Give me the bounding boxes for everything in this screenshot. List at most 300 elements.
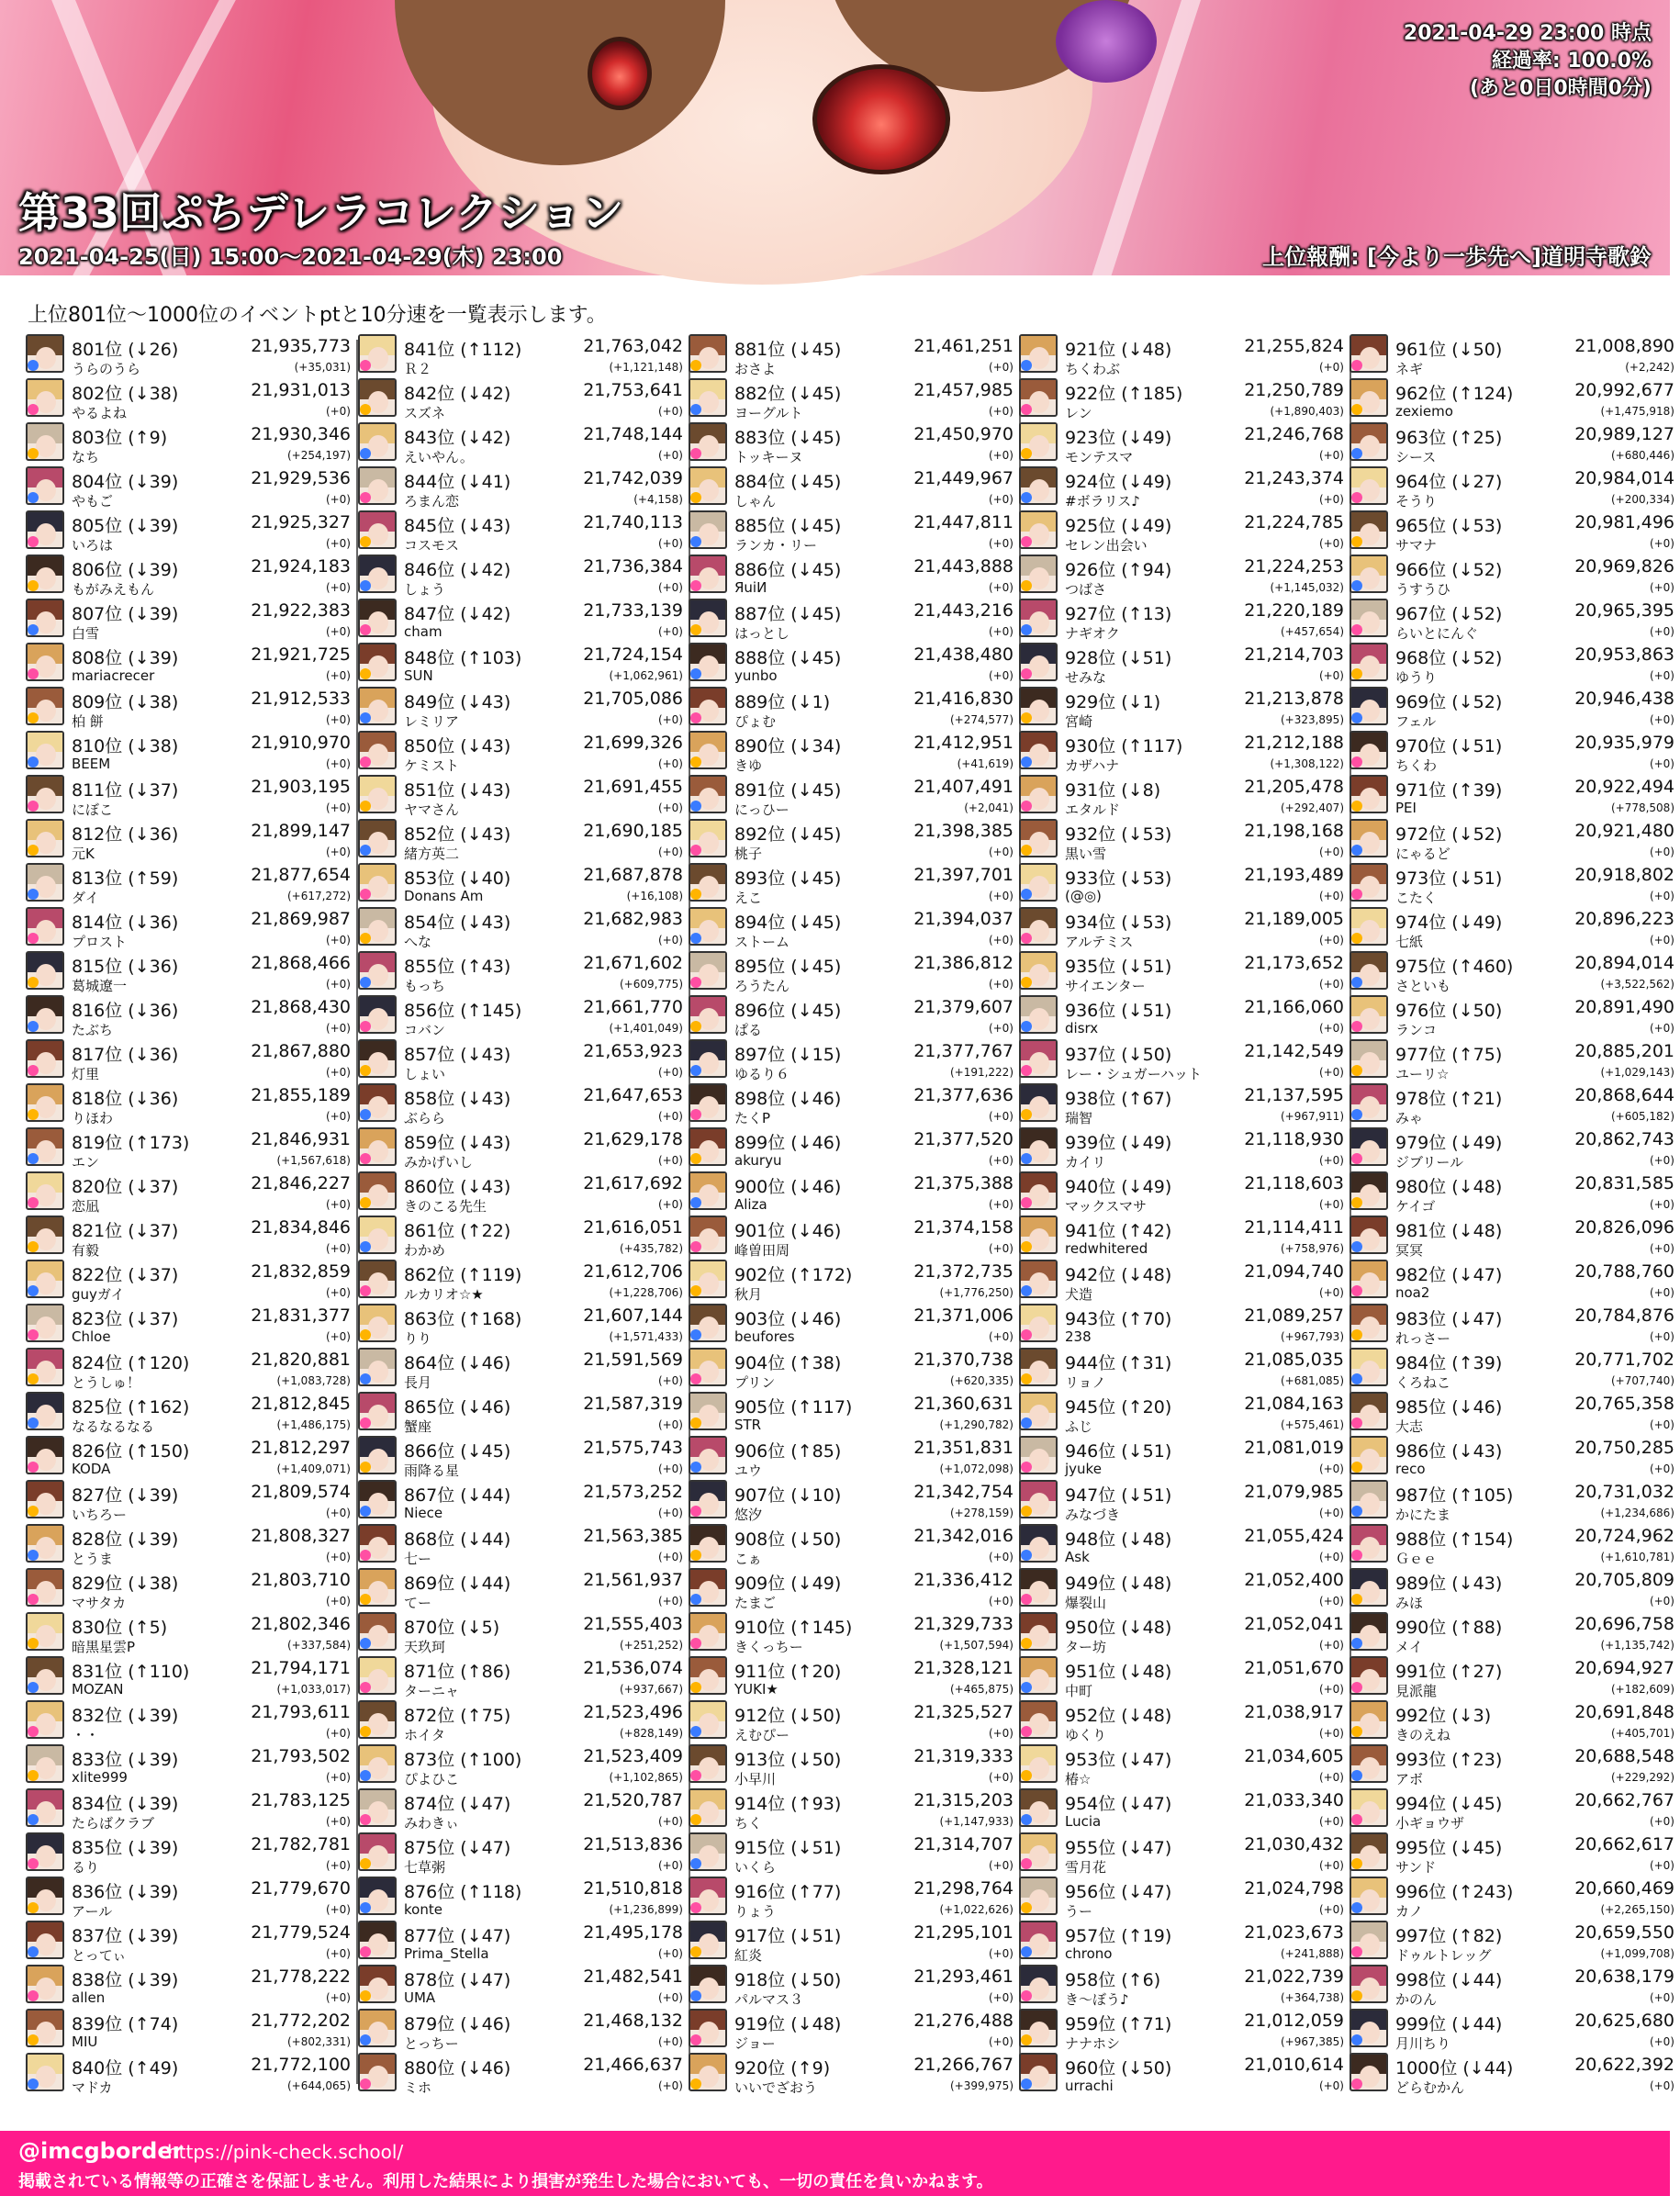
rank-label: 862位 (↑119) (404, 1265, 522, 1285)
event-points: 21,412,951 (913, 733, 1014, 753)
producer-avatar (358, 1612, 397, 1651)
table-row (1019, 2007, 1350, 2051)
producer-name: もがみえもん (72, 581, 155, 598)
event-points: 20,918,802 (1574, 865, 1674, 885)
producer-avatar (1350, 1039, 1388, 1078)
producer-avatar (358, 2053, 397, 2091)
producer-name: りほわ (72, 1110, 114, 1126)
producer-avatar (26, 951, 64, 990)
event-points: 21,325,527 (913, 1702, 1014, 1722)
event-points: 21,377,767 (913, 1041, 1014, 1061)
producer-avatar (1350, 775, 1388, 813)
producer-name: とってぃ (72, 1947, 127, 1964)
table-row (689, 1214, 1019, 1258)
rank-label: 976位 (↓50) (1395, 1001, 1503, 1021)
rank-label: 873位 (↑100) (404, 1750, 522, 1770)
rank-label: 896位 (↓45) (734, 1001, 842, 1021)
table-row (1350, 509, 1680, 553)
ten-minute-speed: (+0) (1318, 1286, 1344, 1299)
producer-avatar (26, 599, 64, 637)
producer-name: 冥冥 (1395, 1242, 1424, 1259)
rank-label: 998位 (↓44) (1395, 1970, 1503, 1990)
producer-avatar (26, 1171, 64, 1210)
table-row (1350, 1037, 1680, 1081)
producer-name: UMA (404, 1989, 436, 2006)
rank-label: 884位 (↓45) (734, 472, 842, 492)
producer-avatar (358, 1656, 397, 1695)
ten-minute-speed: (+278,159) (949, 1507, 1014, 1519)
table-row (1019, 1258, 1350, 1302)
event-points: 21,877,654 (251, 865, 351, 885)
producer-name: Chloe (72, 1328, 111, 1345)
producer-avatar (1019, 1348, 1058, 1386)
rank-label: 926位 (↑94) (1065, 560, 1172, 580)
producer-avatar (1350, 334, 1388, 373)
rank-label: 942位 (↓48) (1065, 1265, 1172, 1285)
producer-avatar (1350, 1612, 1388, 1651)
producer-name: ヤマさん (404, 801, 460, 818)
table-row (26, 641, 356, 685)
table-row (1019, 1170, 1350, 1214)
event-points: 21,051,670 (1244, 1658, 1344, 1678)
producer-name: ランカ・リー (734, 537, 818, 554)
table-row (689, 773, 1019, 817)
rank-label: 842位 (↓42) (404, 384, 511, 404)
producer-avatar (358, 1744, 397, 1783)
producer-name: guyガイ (72, 1286, 125, 1303)
producer-name: やるよね (72, 405, 128, 421)
table-row (1350, 1831, 1680, 1875)
rank-label: 876位 (↑118) (404, 1882, 522, 1902)
producer-name: かのん (1395, 1991, 1438, 2008)
producer-name: ミホ (404, 2079, 432, 2096)
event-points: 21,438,480 (913, 644, 1014, 665)
table-row (26, 1610, 356, 1654)
table-row (1350, 1787, 1680, 1831)
producer-name: セレン出会い (1065, 537, 1148, 554)
ten-minute-speed: (+0) (988, 405, 1014, 418)
event-points: 21,779,670 (251, 1878, 351, 1899)
rank-label: 839位 (↑74) (72, 2014, 179, 2034)
event-points: 21,198,168 (1244, 821, 1344, 841)
rank-label: 974位 (↓49) (1395, 913, 1503, 933)
producer-avatar (1019, 731, 1058, 769)
rank-label: 868位 (↓44) (404, 1529, 511, 1550)
table-row (1350, 1610, 1680, 1654)
producer-avatar (358, 819, 397, 857)
ten-minute-speed: (+1,567,618) (276, 1154, 351, 1167)
producer-avatar (1350, 1921, 1388, 1959)
producer-name: わかめ (404, 1242, 446, 1259)
ten-minute-speed: (+0) (325, 405, 351, 418)
ten-minute-speed: (+0) (1318, 669, 1344, 682)
ten-minute-speed: (+0) (657, 625, 683, 638)
producer-avatar (1350, 1656, 1388, 1695)
table-row (358, 1346, 689, 1390)
producer-avatar (358, 466, 397, 505)
table-row (26, 861, 356, 905)
event-points: 21,899,147 (251, 821, 351, 841)
producer-name: フェル (1395, 713, 1437, 730)
event-points: 21,653,923 (583, 1041, 683, 1061)
table-row (358, 1875, 689, 1919)
event-points: 20,659,550 (1574, 1922, 1674, 1943)
rank-label: 952位 (↓48) (1065, 1706, 1172, 1726)
producer-name: beufores (734, 1328, 795, 1345)
table-row (358, 553, 689, 597)
producer-avatar (26, 1524, 64, 1563)
producer-name: せみな (1065, 669, 1107, 686)
producer-avatar (1019, 1568, 1058, 1607)
table-row (26, 1698, 356, 1742)
rank-label: 888位 (↓45) (734, 648, 842, 668)
event-points: 21,793,502 (251, 1746, 351, 1766)
producer-name: おさよ (734, 361, 777, 377)
table-row (26, 597, 356, 641)
event-points: 21,008,890 (1574, 336, 1674, 356)
producer-avatar (689, 951, 727, 990)
rank-label: 900位 (↓46) (734, 1177, 842, 1197)
ten-minute-speed: (+0) (325, 1947, 351, 1960)
table-row (689, 1258, 1019, 1302)
ten-minute-speed: (+605,182) (1610, 1110, 1674, 1123)
ten-minute-speed: (+575,461) (1280, 1418, 1344, 1431)
producer-name: にっひー (734, 801, 790, 818)
rank-label: 960位 (↓50) (1065, 2058, 1172, 2078)
event-points: 21,935,773 (251, 336, 351, 356)
producer-avatar (689, 775, 727, 813)
rank-label: 939位 (↓49) (1065, 1133, 1172, 1153)
ten-minute-speed: (+0) (988, 1771, 1014, 1784)
table-row (26, 1126, 356, 1170)
ten-minute-speed: (+828,149) (619, 1727, 683, 1740)
event-points: 21,536,074 (583, 1658, 683, 1678)
producer-avatar (1019, 1392, 1058, 1430)
rank-label: 838位 (↓39) (72, 1970, 179, 1990)
producer-avatar (689, 1216, 727, 1254)
intro-text: 上位801位〜1000位のイベントptと10分速を一覧表示します。 (28, 304, 607, 327)
event-points: 21,616,051 (583, 1217, 683, 1238)
producer-avatar (1350, 1392, 1388, 1430)
ten-minute-speed: (+0) (325, 537, 351, 550)
event-points: 21,224,785 (1244, 512, 1344, 532)
rank-label: 904位 (↑38) (734, 1353, 842, 1373)
producer-name: konte (404, 1901, 442, 1918)
event-points: 21,137,595 (1244, 1085, 1344, 1105)
ten-minute-speed: (+0) (657, 1462, 683, 1475)
ten-minute-speed: (+0) (657, 1947, 683, 1960)
producer-name: KODA (72, 1461, 111, 1477)
event-points: 20,831,585 (1574, 1173, 1674, 1193)
rank-label: 881位 (↓45) (734, 340, 842, 360)
event-points: 21,375,388 (913, 1173, 1014, 1193)
producer-name: Donans Am (404, 888, 484, 904)
table-row (26, 1037, 356, 1081)
table-row (1019, 993, 1350, 1037)
site-url-link[interactable]: https://pink-check.school/ (167, 2141, 404, 2163)
event-points: 20,981,496 (1574, 512, 1674, 532)
producer-name: いちろー (72, 1507, 128, 1523)
producer-avatar (358, 1127, 397, 1166)
producer-avatar (358, 1260, 397, 1298)
producer-name: ジブリール (1395, 1154, 1464, 1171)
producer-avatar (1350, 510, 1388, 549)
event-points: 21,930,346 (251, 424, 351, 444)
ten-minute-speed: (+1,401,049) (609, 1022, 683, 1035)
ten-minute-speed: (+0) (657, 1154, 683, 1167)
producer-name: Lucia (1065, 1813, 1102, 1830)
rank-label: 905位 (↑117) (734, 1397, 853, 1417)
producer-avatar (1019, 1700, 1058, 1739)
event-points: 21,220,189 (1244, 600, 1344, 621)
producer-name: noa2 (1395, 1284, 1430, 1301)
table-row (689, 1963, 1019, 2007)
event-points: 20,989,127 (1574, 424, 1674, 444)
producer-avatar (26, 1612, 64, 1651)
ten-minute-speed: (+1,147,933) (939, 1815, 1014, 1828)
producer-avatar (358, 1921, 397, 1959)
table-row (358, 685, 689, 729)
ten-minute-speed: (+0) (988, 581, 1014, 594)
twitter-handle-link[interactable]: @imcgborder (18, 2138, 184, 2164)
table-row (358, 905, 689, 949)
producer-avatar (689, 1171, 727, 1210)
producer-name: ドゥルトレッグ (1395, 1947, 1492, 1964)
event-points: 21,772,202 (251, 2011, 351, 2031)
event-points: 21,255,824 (1244, 336, 1344, 356)
ten-minute-speed: (+0) (988, 1595, 1014, 1608)
producer-name: Ｒ２ (404, 361, 432, 377)
ten-minute-speed: (+435,782) (619, 1242, 683, 1255)
table-row (358, 817, 689, 861)
producer-avatar (358, 1039, 397, 1078)
producer-name: エン (72, 1154, 100, 1171)
ten-minute-speed: (+0) (988, 1242, 1014, 1255)
producer-name: きくっちー (734, 1639, 803, 1655)
event-points: 21,748,144 (583, 424, 683, 444)
producer-name: こぁ (734, 1551, 762, 1567)
producer-name: 小ギョウザ (1395, 1815, 1465, 1832)
event-points: 21,010,614 (1244, 2055, 1344, 2075)
producer-avatar (26, 2009, 64, 2047)
producer-avatar (26, 1260, 64, 1298)
table-row (1350, 1522, 1680, 1566)
event-points: 20,922,494 (1574, 777, 1674, 797)
ten-minute-speed: (+0) (988, 537, 1014, 550)
ten-minute-speed: (+758,976) (1280, 1242, 1344, 1255)
producer-name: てー (404, 1595, 432, 1611)
rank-label: 828位 (↓39) (72, 1529, 179, 1550)
rank-label: 953位 (↓47) (1065, 1750, 1172, 1770)
table-row (1350, 1742, 1680, 1787)
producer-name: #ボラリス♪ (1065, 493, 1140, 510)
table-row (1350, 1346, 1680, 1390)
rank-label: 825位 (↑162) (72, 1397, 190, 1417)
event-points: 21,033,340 (1244, 1790, 1344, 1810)
producer-avatar (358, 1524, 397, 1563)
ten-minute-speed: (+0) (1649, 1462, 1674, 1475)
table-row (689, 685, 1019, 729)
rank-label: 965位 (↓53) (1395, 516, 1503, 536)
ten-minute-speed: (+0) (988, 1727, 1014, 1740)
rank-label: 966位 (↓52) (1395, 560, 1503, 580)
ten-minute-speed: (+0) (1649, 1154, 1674, 1167)
ten-minute-speed: (+0) (988, 1330, 1014, 1343)
producer-avatar (1350, 951, 1388, 990)
table-row (1019, 1346, 1350, 1390)
ten-minute-speed: (+0) (988, 2035, 1014, 2048)
ten-minute-speed: (+191,222) (949, 1066, 1014, 1079)
producer-name: 宮崎 (1065, 713, 1093, 730)
table-row (1019, 1610, 1350, 1654)
event-points: 21,779,524 (251, 1922, 351, 1943)
rank-label: 847位 (↓42) (404, 604, 511, 624)
ten-minute-speed: (+0) (1318, 1639, 1344, 1652)
ten-minute-speed: (+0) (325, 713, 351, 726)
rank-label: 869位 (↓44) (404, 1574, 511, 1594)
producer-name: もっち (404, 978, 446, 994)
producer-avatar (358, 775, 397, 813)
ten-minute-speed: (+0) (1318, 1859, 1344, 1872)
table-row (689, 1875, 1019, 1919)
producer-name: シース (1395, 449, 1437, 465)
event-points: 21,724,154 (583, 644, 683, 665)
rank-label: 893位 (↓45) (734, 868, 842, 889)
ten-minute-speed: (+1,236,899) (609, 1903, 683, 1916)
event-points: 21,055,424 (1244, 1526, 1344, 1546)
event-points: 20,660,469 (1574, 1878, 1674, 1899)
producer-name: MOZAN (72, 1681, 124, 1697)
producer-avatar (26, 775, 64, 813)
table-row (689, 597, 1019, 641)
producer-name: zexiemo (1395, 403, 1453, 420)
ten-minute-speed: (+0) (325, 978, 351, 991)
rank-label: 845位 (↓43) (404, 516, 511, 536)
event-points: 21,495,178 (583, 1922, 683, 1943)
producer-avatar (1019, 1965, 1058, 2003)
producer-name: 峰曽田周 (734, 1242, 790, 1259)
rank-label: 951位 (↓48) (1065, 1662, 1172, 1682)
table-row (358, 420, 689, 465)
rank-label: 948位 (↓48) (1065, 1529, 1172, 1550)
rank-label: 889位 (↓1) (734, 692, 831, 712)
table-row (689, 1478, 1019, 1522)
ten-minute-speed: (+1,033,017) (276, 1683, 351, 1696)
event-points: 21,314,707 (913, 1834, 1014, 1854)
event-points: 21,022,739 (1244, 1966, 1344, 1987)
table-row (358, 1831, 689, 1875)
ten-minute-speed: (+0) (988, 1154, 1014, 1167)
rank-label: 824位 (↑120) (72, 1353, 190, 1373)
table-row (1350, 1126, 1680, 1170)
ten-minute-speed: (+0) (325, 757, 351, 770)
table-row (689, 1787, 1019, 1831)
producer-name: redwhitered (1065, 1240, 1148, 1257)
producer-name: ルカリオ☆★ (404, 1286, 484, 1303)
table-row (689, 1522, 1019, 1566)
event-points: 21,803,710 (251, 1570, 351, 1590)
ten-minute-speed: (+2,041) (964, 801, 1014, 814)
table-row (26, 2007, 356, 2051)
ten-minute-speed: (+0) (657, 2035, 683, 2048)
table-row (1019, 1478, 1350, 1522)
rank-label: 846位 (↓42) (404, 560, 511, 580)
producer-avatar (1019, 1480, 1058, 1518)
event-points: 21,205,478 (1244, 777, 1344, 797)
ten-minute-speed: (+1,890,403) (1270, 405, 1344, 418)
producer-name: yunbo (734, 667, 778, 684)
producer-name: たくP (734, 1110, 771, 1126)
producer-avatar (1350, 1788, 1388, 1827)
producer-name: とうま (72, 1551, 114, 1567)
event-points: 20,921,480 (1574, 821, 1674, 841)
event-points: 20,638,179 (1574, 1966, 1674, 1987)
rank-label: 991位 (↑27) (1395, 1662, 1503, 1682)
event-points: 21,034,605 (1244, 1746, 1344, 1766)
ten-minute-speed: (+0) (657, 405, 683, 418)
producer-name: Niece (404, 1505, 443, 1521)
ten-minute-speed: (+0) (657, 1418, 683, 1431)
producer-name: 天玖珂 (404, 1639, 446, 1655)
producer-name: みなづき (1065, 1507, 1121, 1523)
producer-name: ぶらら (404, 1110, 446, 1126)
ten-minute-speed: (+0) (657, 757, 683, 770)
rank-label: 848位 (↑103) (404, 648, 522, 668)
ten-minute-speed: (+0) (325, 1110, 351, 1123)
table-row (358, 1302, 689, 1346)
producer-avatar (689, 1392, 727, 1430)
event-points: 21,831,377 (251, 1305, 351, 1326)
ten-minute-speed: (+617,272) (286, 890, 351, 902)
event-points: 20,771,702 (1574, 1350, 1674, 1370)
rank-label: 841位 (↑112) (404, 340, 522, 360)
table-row (1019, 1390, 1350, 1434)
rank-label: 818位 (↓36) (72, 1089, 179, 1109)
producer-name: みわきぃ (404, 1815, 460, 1832)
rank-label: 1000位 (↓44) (1395, 2058, 1514, 2078)
ten-minute-speed: (+0) (325, 1198, 351, 1211)
rank-label: 902位 (↑172) (734, 1265, 853, 1285)
producer-name: ろうたん (734, 978, 790, 994)
table-row (358, 1434, 689, 1478)
ten-minute-speed: (+707,740) (1610, 1374, 1674, 1387)
producer-name: サンド (1395, 1859, 1437, 1876)
event-points: 21,243,374 (1244, 468, 1344, 488)
event-points: 21,612,706 (583, 1261, 683, 1282)
producer-avatar (1019, 1304, 1058, 1342)
producer-name: urrachi (1065, 2078, 1114, 2094)
table-row (689, 1698, 1019, 1742)
producer-avatar (26, 907, 64, 946)
producer-name: 暗黒星雲P (72, 1639, 136, 1655)
producer-avatar (1350, 1877, 1388, 1915)
producer-avatar (26, 1436, 64, 1474)
producer-name: mariacrecer (72, 667, 155, 684)
producer-avatar (358, 1700, 397, 1739)
producer-avatar (689, 599, 727, 637)
table-row (689, 1390, 1019, 1434)
table-row (1019, 1302, 1350, 1346)
producer-name: アボ (1395, 1771, 1424, 1787)
table-row (1019, 685, 1350, 729)
event-points: 21,173,652 (1244, 953, 1344, 973)
ten-minute-speed: (+323,895) (1280, 713, 1344, 726)
producer-avatar (26, 510, 64, 549)
ten-minute-speed: (+1,029,143) (1600, 1066, 1674, 1079)
rank-label: 935位 (↓51) (1065, 957, 1172, 977)
table-row (358, 1522, 689, 1566)
producer-avatar (1019, 995, 1058, 1034)
